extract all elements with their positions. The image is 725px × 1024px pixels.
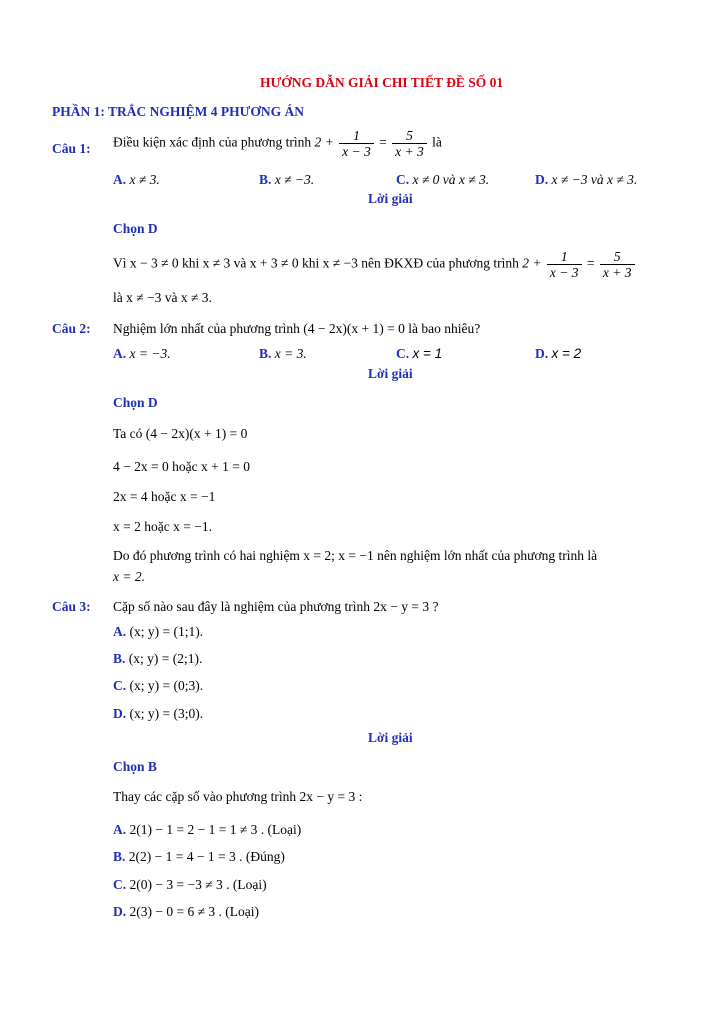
q1-solution-heading: Lời giải [368, 191, 413, 206]
q2-option-b [259, 346, 307, 362]
q3-label: Câu 3: [52, 599, 91, 614]
q3-option-d-letter: D. [113, 706, 127, 721]
q1-option-b-text: x ≠ −3. [274, 172, 315, 187]
q1-sol-eq-sign: = [586, 255, 595, 271]
q1-option-a-letter: A. [113, 172, 127, 187]
q3-check-d-letter: D. [113, 904, 127, 919]
q1-option-c-text: x ≠ 0 và x ≠ 3. [412, 172, 490, 187]
q3-check-c-text: 2(0) − 3 = −3 ≠ 3 . (Loại) [129, 877, 267, 892]
q2-conclusion-2: x = 2. [113, 569, 145, 584]
q1-sol-text: Vì x − 3 ≠ 0 khi x ≠ 3 và x + 3 ≠ 0 khi x ≠ −3 nên ĐKXĐ của phương trình [113, 255, 519, 271]
q1-sol-eq-const: 2 + [522, 255, 542, 271]
q1-option-c [396, 172, 489, 188]
q3-intro: Thay các cặp số vào phương trình 2x − y = 3 : [113, 789, 363, 804]
q1-choice: Chọn D [113, 221, 158, 236]
q3-check-a-letter: A. [113, 822, 127, 837]
q2-choice: Chọn D [113, 395, 158, 410]
q2-solution-heading: Lời giải [368, 366, 413, 381]
q1-stem-text: Điều kiện xác định của phương trình [113, 134, 312, 150]
q1-solution-line-1 [113, 249, 637, 280]
q3-option-a-text: (x; y) = (1;1). [129, 624, 204, 639]
q2-option-a-letter: A. [113, 346, 127, 361]
q2-option-c-letter: C. [396, 346, 410, 361]
q2-option-a [113, 346, 171, 362]
q1-f1-den: x − 3 [342, 144, 371, 159]
q2-conclusion-1: Do đó phương trình có hai nghiệm x = 2; x = −1 nên nghiệm lớn nhất của phương trình là [113, 548, 598, 563]
q1-solution-line-2: là x ≠ −3 và x ≠ 3. [113, 290, 212, 305]
q3-option-b-text: (x; y) = (2;1). [128, 651, 203, 666]
q1-stem-end: là [432, 134, 442, 150]
q2-label: Câu 2: [52, 321, 91, 336]
q3-check-b-letter: B. [113, 849, 126, 864]
document-title: HƯỚNG DẪN GIẢI CHI TIẾT ĐỀ SỐ 01 [260, 75, 504, 90]
q3-stem: Cặp số nào sau đây là nghiệm của phương trình 2x − y = 3 ? [113, 599, 439, 614]
q1-label: Câu 1: [52, 141, 91, 156]
q2-stem: Nghiệm lớn nhất của phương trình (4 − 2x)(x + 1) = 0 là bao nhiêu? [113, 321, 481, 336]
q1-sol-f1-num: 1 [547, 249, 582, 265]
q1-option-d-text: x ≠ −3 và x ≠ 3. [551, 172, 638, 187]
q1-f1-num: 1 [339, 128, 374, 144]
q3-check-c-letter: C. [113, 877, 127, 892]
q1-option-a-text: x ≠ 3. [129, 172, 160, 187]
q1-fraction-1 [339, 128, 374, 159]
q1-eq-const: 2 + [314, 134, 334, 150]
q3-check-a-text: 2(1) − 1 = 2 − 1 = 1 ≠ 3 . (Loại) [129, 822, 302, 837]
q1-sol-fraction-1 [547, 249, 582, 280]
q3-check-c [113, 877, 267, 893]
q3-option-c [113, 678, 203, 694]
q1-option-c-letter: C. [396, 172, 410, 187]
q2-option-c [396, 346, 442, 362]
q1-f2-num: 5 [392, 128, 427, 144]
q1-option-a [113, 172, 160, 188]
q3-option-d [113, 706, 203, 722]
q3-check-a [113, 822, 301, 838]
q3-option-a-letter: A. [113, 624, 127, 639]
q2-option-b-letter: B. [259, 346, 272, 361]
q3-choice: Chọn B [113, 759, 157, 774]
q1-sol-f1-den: x − 3 [549, 265, 579, 280]
q3-option-c-text: (x; y) = (0;3). [129, 678, 204, 693]
q1-stem [113, 128, 442, 159]
q2-option-d-letter: D. [535, 346, 549, 361]
q2-option-a-text: x = −3. [129, 346, 171, 361]
q3-option-b-letter: B. [113, 651, 126, 666]
q1-sol-f2-den: x + 3 [602, 265, 632, 280]
q1-option-b-letter: B. [259, 172, 272, 187]
q2-option-b-text: x = 3. [274, 346, 307, 361]
q3-option-b [113, 651, 202, 667]
q2-option-c-text: x = 1 [412, 346, 443, 361]
q1-sol-fraction-2 [600, 249, 635, 280]
q1-option-d-letter: D. [535, 172, 549, 187]
q3-option-d-text: (x; y) = (3;0). [129, 706, 204, 721]
q1-sol-f2-num: 5 [600, 249, 635, 265]
q3-option-c-letter: C. [113, 678, 127, 693]
q1-option-b [259, 172, 314, 188]
q3-check-b [113, 849, 285, 865]
q1-eq-sign: = [379, 134, 387, 150]
q2-step-4: x = 2 hoặc x = −1. [113, 519, 212, 534]
q1-f2-den: x + 3 [395, 144, 424, 159]
q3-solution-heading: Lời giải [368, 730, 413, 745]
part-heading: PHẦN 1: TRẮC NGHIỆM 4 PHƯƠNG ÁN [52, 104, 304, 119]
q3-check-b-text: 2(2) − 1 = 4 − 1 = 3 . (Đúng) [128, 849, 285, 864]
q2-option-d [535, 346, 581, 362]
q2-step-1: Ta có (4 − 2x)(x + 1) = 0 [113, 426, 248, 441]
q1-fraction-2 [392, 128, 427, 159]
q3-option-a [113, 624, 203, 640]
q3-check-d-text: 2(3) − 0 = 6 ≠ 3 . (Loại) [129, 904, 259, 919]
q2-step-3: 2x = 4 hoặc x = −1 [113, 489, 216, 504]
q1-option-d [535, 172, 637, 188]
q3-check-d [113, 904, 259, 920]
q2-option-d-text: x = 2 [551, 346, 582, 361]
q2-step-2: 4 − 2x = 0 hoặc x + 1 = 0 [113, 459, 250, 474]
